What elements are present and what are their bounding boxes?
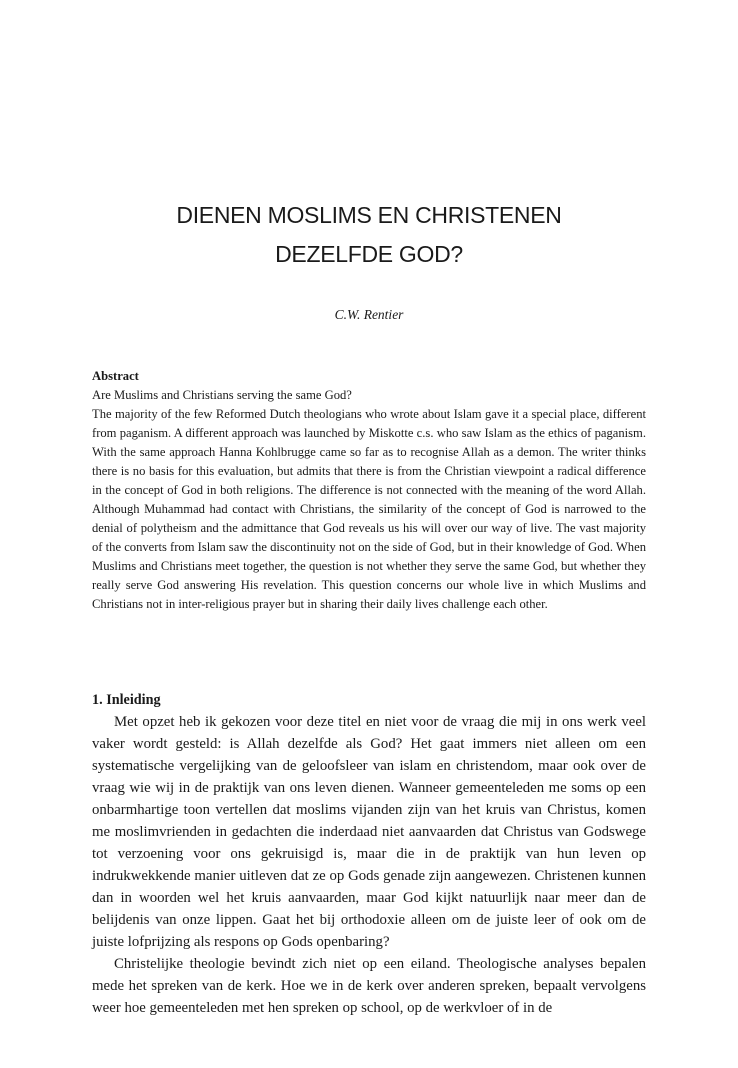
abstract-block — [92, 367, 646, 614]
abstract-subtitle: Are Muslims and Christians serving the same God? — [92, 388, 352, 402]
section-heading: 1. Inleiding — [92, 692, 161, 708]
title-line-2: DEZELFDE GOD? — [275, 241, 463, 267]
author-name: C.W. Rentier — [334, 307, 404, 322]
paragraph: Met opzet heb ik gekozen voor deze titel en niet voor de vraag die mij in ons werk veel vaker wordt gesteld: is Allah dezelfde als God? Het gaat immers niet alleen om een systematische vergelijking van de geloofsleer van islam en christendom, maar ook over de vraag wie wij in de praktijk van ons leven dienen. Wanneer gemeenteleden me soms op een onbarmhartige toon vertellen dat moslims vijanden zijn van het kruis van Christus, komen me moslimvrienden in gedachten die inderdaad niet aanvaarden dat Christus van Godswege tot verzoening voor ons gekruisigd is, maar die in de praktijk van hun leven op indrukwekkende manier uitleven dat ze op Gods genade zijn aangewezen. Christenen kunnen dan in woorden wel het kruis aanvaarden, maar God kijkt natuurlijk naar meer dan de belijdenis van onze lippen. Gaat het bij orthodoxie alleen om de juiste leer of ook om de juiste lofprijzing als respons op Gods openbaring? — [92, 714, 646, 950]
article-title — [92, 196, 646, 274]
abstract-heading: Abstract — [92, 369, 139, 383]
title-line-1: DIENEN MOSLIMS EN CHRISTENEN — [176, 202, 562, 228]
section-introduction — [92, 689, 646, 1019]
abstract-body: The majority of the few Reformed Dutch theologians who wrote about Islam gave it a special place, different from paganism. A different approach was launched by Miskotte c.s. who saw Islam as the ethics of paganism. With the same approach Hanna Kohlbrugge came so far as to recognise Allah as a demon. The writer thinks there is no basis for this evaluation, but admits that there is from the Christian viewpoint a radical difference in the concept of God in both religions. The difference is not connected with the meaning of the word Allah. Although Muhammad had contact with Christians, the similarity of the concept of God is narrowed to the denial of polytheism and the admittance that God reveals us his will over our way of live. The vast majority of the converts from Islam saw the discontinuity not on the side of God, but in their knowledge of God. When Muslims and Christians meet together, the question is not whether they serve the same God, but whether they really serve God answering His revelation. This question concerns our whole live in which Muslims and Christians not in inter-religious prayer but in sharing their daily lives challenge each other. — [92, 407, 646, 611]
paragraph: Christelijke theologie bevindt zich niet op een eiland. Theologische analyses bepalen mede het spreken van de kerk. Hoe we in de kerk over anderen spreken, bepaalt vervolgens weer hoe gemeenteleden met hen spreken op school, op de werkvloer of in de — [92, 956, 646, 1016]
